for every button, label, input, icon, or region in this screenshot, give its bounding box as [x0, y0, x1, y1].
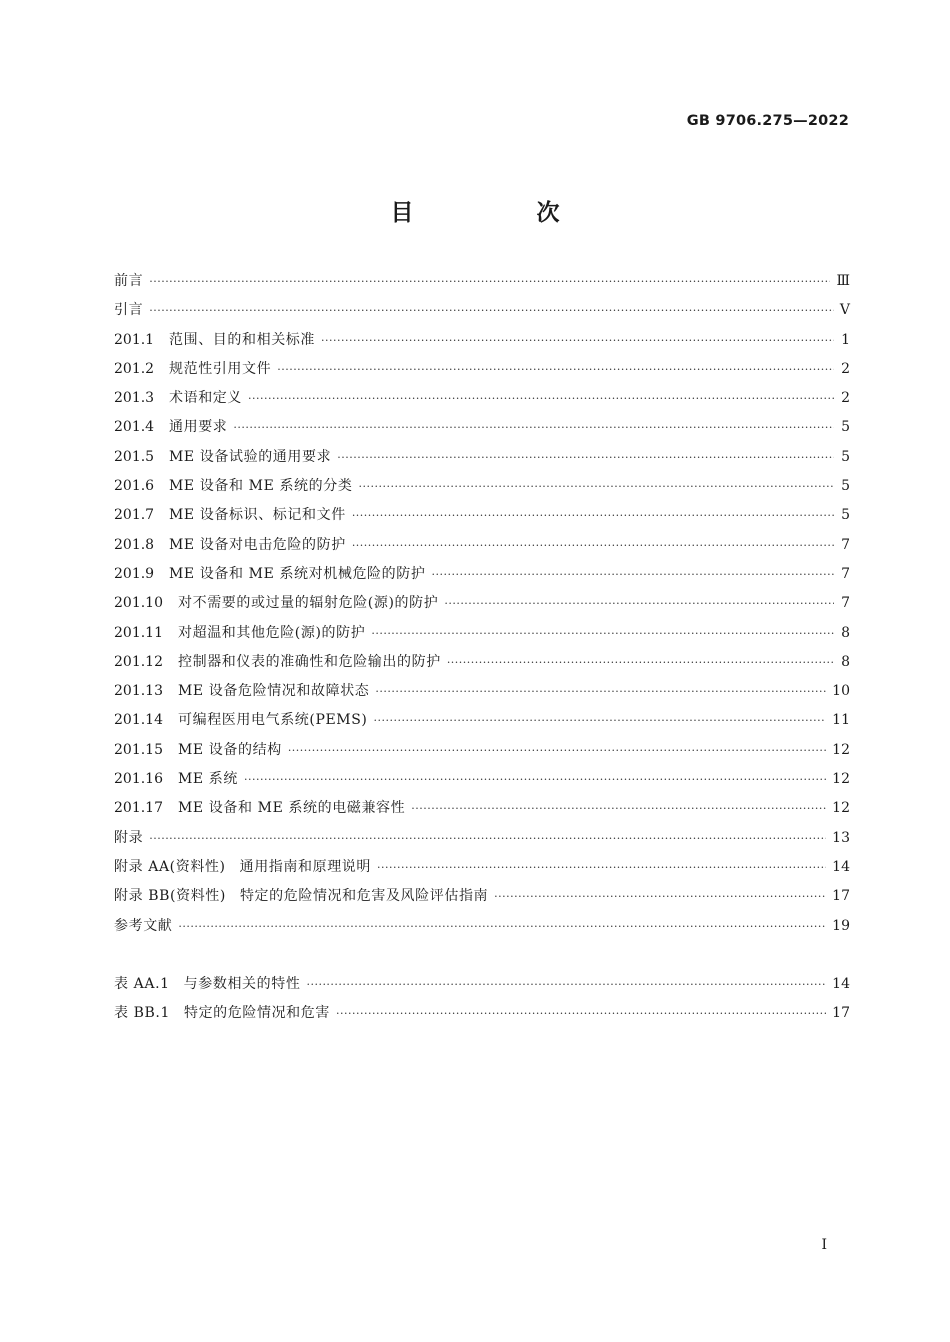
toc-entry-label: ME 设备标识、标记和文件 [169, 507, 346, 524]
toc-entry-201-8[interactable] [114, 534, 850, 563]
toc-entry-label: 特定的危险情况和危害及风险评估指南 [239, 888, 489, 905]
toc-entry-number: 201.12 [114, 653, 163, 670]
toc-entry-number: 201.6 [114, 478, 155, 495]
toc-entry-annex-aa[interactable] [114, 856, 850, 885]
toc-entry-201-15[interactable] [114, 739, 850, 768]
toc-entry-page: 5 [841, 448, 850, 465]
toc-entry-label: 控制器和仪表的准确性和危险输出的防护 [178, 653, 441, 670]
toc-entry-label: ME 设备的结构 [178, 741, 282, 758]
toc-entry-page: 12 [832, 741, 850, 758]
toc-entry-number: 201.3 [114, 390, 155, 407]
toc-entry-201-16[interactable] [114, 768, 850, 797]
dot-leader [352, 509, 834, 522]
table-entry-bb-1[interactable] [114, 1002, 850, 1031]
toc-entry-page: 14 [832, 858, 850, 875]
dot-leader [306, 978, 826, 991]
table-entry-page: 17 [832, 1005, 850, 1022]
page-number: I [821, 1237, 827, 1253]
toc-entry-label: ME 设备试验的通用要求 [169, 448, 332, 465]
toc-entry-number: 201.17 [114, 800, 163, 817]
toc-entry-page: 8 [841, 624, 850, 641]
toc-entry-201-2[interactable] [114, 358, 850, 387]
toc-entry-201-1[interactable] [114, 329, 850, 358]
toc-entry-number: 201.15 [114, 741, 163, 758]
toc-entry-number: 201.16 [114, 771, 163, 788]
toc-entry-201-5[interactable] [114, 446, 850, 475]
toc-entry-page: 8 [841, 653, 850, 670]
dot-leader [149, 832, 826, 845]
toc-entry-201-12[interactable] [114, 651, 850, 680]
dot-leader [352, 539, 834, 552]
toc-entry-label: 参考文献 [114, 917, 173, 934]
toc-entry-201-4[interactable] [114, 416, 850, 445]
toc-entry-number: 201.8 [114, 536, 155, 553]
toc-entry-label: 通用指南和原理说明 [239, 858, 372, 875]
dot-leader [494, 890, 826, 903]
table-entry-label: 特定的危险情况和危害 [183, 1005, 330, 1022]
toc-entry-number: 201.11 [114, 624, 163, 641]
toc-entry-page: 2 [841, 360, 850, 377]
dot-leader [375, 685, 826, 698]
toc-entry-page: 5 [841, 478, 850, 495]
dot-leader [374, 714, 827, 727]
dot-leader [336, 1007, 826, 1020]
toc-entry-page: 17 [832, 888, 850, 905]
dot-leader [444, 597, 834, 610]
toc-entry-label: 通用要求 [169, 419, 228, 436]
toc-entry-label: ME 设备和 ME 系统的分类 [169, 478, 353, 495]
toc-entry-annex-prefix: 附录 AA(资料性) [114, 858, 226, 875]
toc-entry-label: ME 设备危险情况和故障状态 [178, 683, 370, 700]
toc-entry-annex-bb[interactable] [114, 885, 850, 914]
toc-entry-201-13[interactable] [114, 680, 850, 709]
table-entry-aa-1[interactable] [114, 973, 850, 1002]
toc-entry-page: 5 [841, 419, 850, 436]
toc-entry-201-9[interactable] [114, 563, 850, 592]
toc-entry-page: 2 [841, 390, 850, 407]
toc-entry-201-10[interactable] [114, 592, 850, 621]
standard-code: GB 9706.275—2022 [686, 113, 849, 129]
toc-entry-annex[interactable] [114, 827, 850, 856]
toc-entry-page: 10 [832, 683, 850, 700]
dot-leader [149, 275, 830, 288]
dot-leader [178, 920, 826, 933]
table-entry-page: 14 [832, 976, 850, 992]
toc-entry-annex-prefix: 附录 BB(资料性) [114, 888, 226, 905]
toc-entry-label: 术语和定义 [169, 390, 242, 407]
toc-entry-label: 可编程医用电气系统(PEMS) [178, 712, 368, 729]
toc-entry-label: 对不需要的或过量的辐射危险(源)的防护 [178, 595, 439, 612]
toc-entry-label: 前言 [114, 273, 144, 289]
toc-entry-201-7[interactable] [114, 504, 850, 533]
toc-entry-label: 范围、目的和相关标准 [169, 331, 315, 348]
toc-title: 目 次 [390, 200, 610, 226]
table-entry-number: 表 AA.1 [114, 976, 170, 992]
dot-leader [149, 304, 834, 317]
toc-entry-201-11[interactable] [114, 622, 850, 651]
toc-entry-page: 7 [841, 595, 850, 612]
table-entry-number: 表 BB.1 [114, 1005, 170, 1022]
toc-entry-label: ME 设备和 ME 系统对机械危险的防护 [169, 565, 426, 582]
toc-entry-label: 附录 [114, 829, 144, 846]
toc-entry-number: 201.13 [114, 683, 163, 700]
toc-entry-page: 5 [841, 507, 850, 524]
toc-entry-page: 7 [841, 536, 850, 553]
toc-entry-label: 对超温和其他危险(源)的防护 [178, 624, 366, 641]
dot-leader [358, 480, 834, 493]
toc-entry-label: 规范性引用文件 [169, 360, 272, 377]
table-entry-label: 与参数相关的特性 [183, 976, 301, 992]
toc-entry-201-14[interactable] [114, 709, 850, 738]
dot-leader [277, 363, 834, 376]
dot-leader [337, 451, 834, 464]
toc-entry-201-6[interactable] [114, 475, 850, 504]
toc-entry-number: 201.9 [114, 565, 155, 582]
toc-entry-number: 201.1 [114, 331, 155, 348]
toc-entry-label: ME 设备和 ME 系统的电磁兼容性 [178, 800, 406, 817]
table-list [114, 973, 850, 1032]
toc-entry-number: 201.14 [114, 712, 163, 729]
toc-entry-page: Ⅴ [839, 302, 850, 319]
toc-entry-introduction[interactable] [114, 299, 850, 328]
toc-entry-number: 201.2 [114, 360, 155, 377]
toc-entry-label: ME 系统 [178, 771, 239, 788]
dot-leader [447, 656, 834, 669]
toc-entry-number: 201.10 [114, 595, 163, 612]
dot-leader [233, 421, 834, 434]
dot-leader [411, 802, 826, 815]
toc-entry-number: 201.4 [114, 419, 155, 436]
dot-leader [244, 773, 826, 786]
toc-entry-page: 12 [832, 771, 850, 788]
toc-list [114, 270, 850, 944]
dot-leader [288, 744, 826, 757]
toc-entry-201-3[interactable] [114, 387, 850, 416]
toc-entry-page: 7 [841, 565, 850, 582]
toc-entry-page: 11 [832, 712, 850, 729]
dot-leader [371, 627, 834, 640]
toc-entry-bibliography[interactable] [114, 915, 850, 944]
toc-entry-page: 19 [832, 917, 850, 934]
toc-entry-number: 201.7 [114, 507, 155, 524]
toc-entry-page: 12 [832, 800, 850, 817]
toc-entry-foreword[interactable] [114, 270, 850, 299]
toc-entry-page: 1 [841, 331, 850, 348]
dot-leader [377, 861, 826, 874]
toc-entry-page: Ⅲ [836, 273, 850, 289]
toc-entry-label: 引言 [114, 302, 144, 319]
toc-entry-label: ME 设备对电击危险的防护 [169, 536, 346, 553]
toc-entry-number: 201.5 [114, 448, 155, 465]
toc-entry-201-17[interactable] [114, 797, 850, 826]
dot-leader [321, 334, 834, 347]
dot-leader [431, 568, 834, 581]
toc-entry-page: 13 [832, 829, 850, 846]
dot-leader [248, 392, 834, 405]
